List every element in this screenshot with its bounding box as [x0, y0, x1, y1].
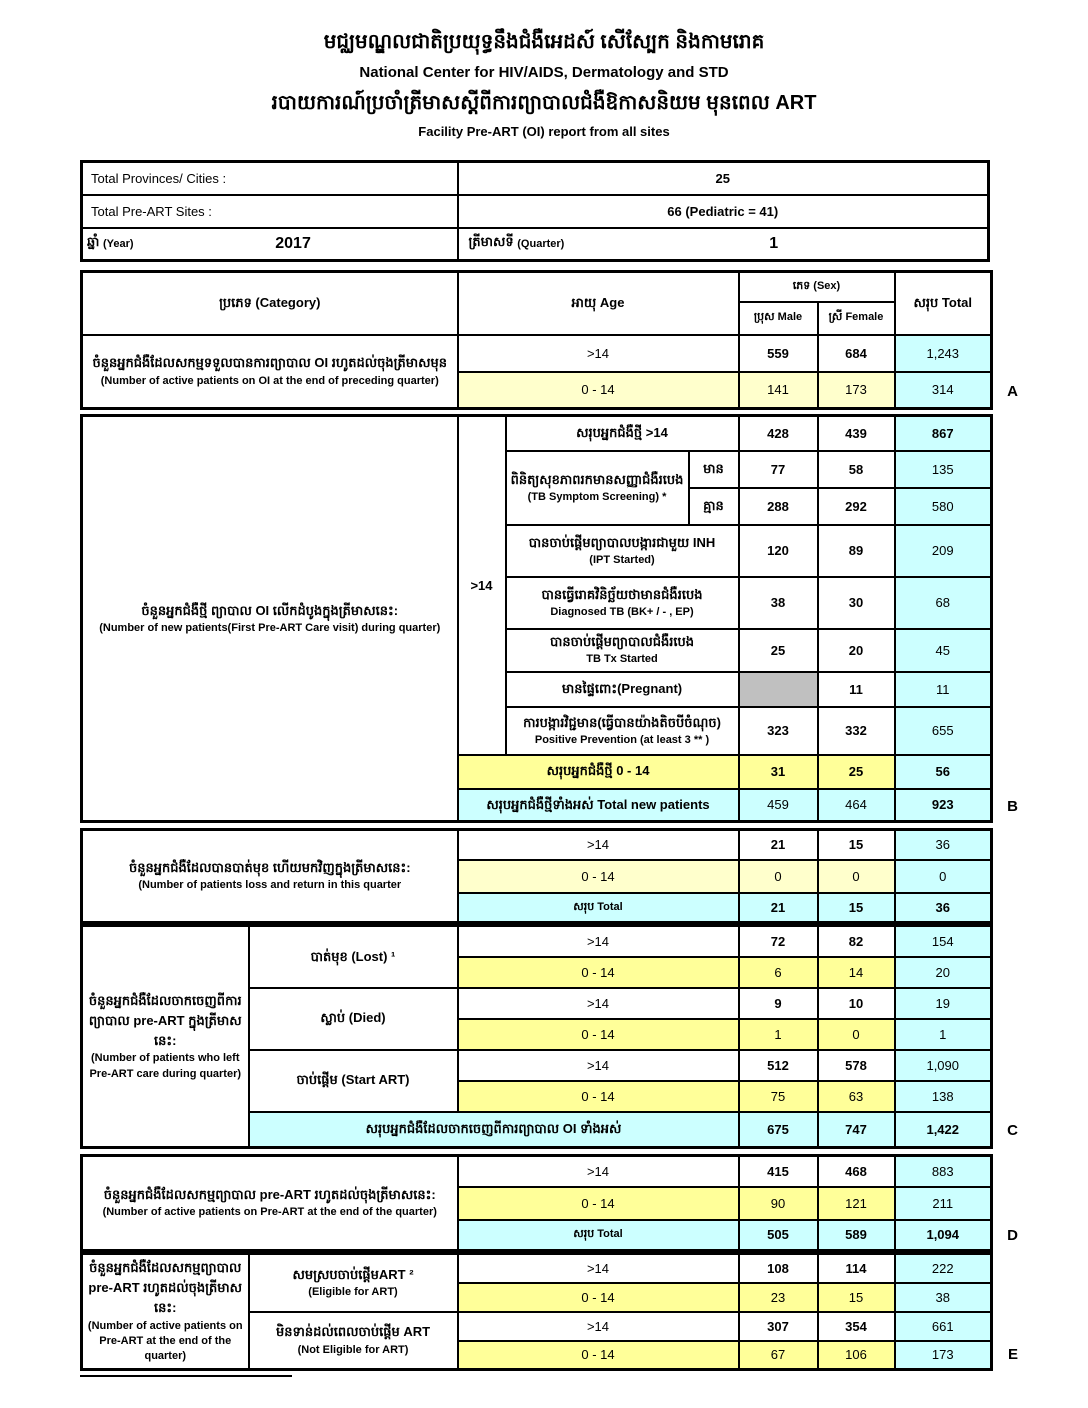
male-value: 90 [739, 1187, 818, 1220]
row-label: បានធ្វើរោគវិនិច្ឆ័យថាមានជំងឺរបេង Diagnosed TB (BK+ / - , EP) [506, 577, 739, 629]
female-value: 439 [818, 416, 895, 451]
year-label-khmer: ឆ្នាំ [87, 234, 100, 250]
row-label: សរុបអ្នកជំងឺថ្មី >14 [506, 416, 739, 451]
summary-info-table [80, 160, 990, 262]
male-value: 67 [739, 1341, 818, 1370]
report-title-english: Facility Pre-ART (OI) report from all sites [418, 124, 670, 139]
row-label: បានចាប់ផ្ដើមព្យាបាលបង្ការជាមួយ INH (IPT Started) [506, 525, 739, 577]
age-label: >14 [458, 1254, 739, 1283]
sites-row [82, 195, 989, 228]
male-value: 323 [739, 707, 818, 755]
sex-column-header: ភេទ (Sex) [739, 272, 895, 302]
section-marker-d: D [1007, 1227, 1018, 1244]
eligibility-table [80, 1252, 993, 1371]
eligible-label: សមស្របចាប់ផ្ដើមART ² (Eligible for ART) [249, 1254, 458, 1312]
female-value: 0 [818, 860, 895, 893]
female-value: 468 [818, 1156, 895, 1187]
loss-return-table [80, 828, 993, 924]
female-value: 14 [818, 957, 895, 988]
age-column-header: អាយុ Age [458, 272, 739, 335]
total-value: 135 [895, 451, 992, 488]
male-value: 459 [739, 789, 818, 822]
age-label: 0 - 14 [458, 860, 739, 893]
quarter-value: 1 [769, 234, 779, 252]
total-value: 209 [895, 525, 992, 577]
age-label: 0 - 14 [458, 1283, 739, 1312]
female-value: 589 [818, 1220, 895, 1251]
row-label: ការបង្ការវិជ្ជមាន(ធ្វើបានយ៉ាងតិចបីចំណុច) Positive Prevention (at least 3 ** ) [506, 707, 739, 755]
female-value: 121 [818, 1187, 895, 1220]
male-value: 307 [739, 1312, 818, 1341]
report-header [0, 0, 1088, 160]
tb-screening-label: ពិនិត្យសុខភាពរកមានសញ្ញាជំងឺរបេង (TB Symptom Screening) * [506, 451, 689, 525]
provinces-label: Total Provinces/ Cities : [82, 162, 458, 195]
sites-label: Total Pre-ART Sites : [82, 195, 458, 228]
age-label: 0 - 14 [458, 1081, 739, 1112]
left-care-table [80, 924, 993, 1149]
loss-return-over14-row [82, 830, 992, 860]
male-value: 108 [739, 1254, 818, 1283]
male-value: 31 [739, 755, 818, 789]
provinces-value: 25 [458, 162, 989, 195]
total-value: 211 [895, 1187, 992, 1220]
female-value: 25 [818, 755, 895, 789]
female-value: 89 [818, 525, 895, 577]
age-label: 0 - 14 [458, 372, 739, 409]
age-label: 0 - 14 [458, 1341, 739, 1370]
male-value: 1 [739, 1019, 818, 1050]
screening-no-label: គ្មាន [689, 488, 739, 525]
row-label: សរុប Total [458, 1220, 739, 1251]
total-value: 1,243 [895, 335, 992, 372]
sites-value: 66 (Pediatric = 41) [458, 195, 989, 228]
start-art-label: ចាប់ផ្ដើម (Start ART) [249, 1050, 458, 1112]
female-value: 10 [818, 988, 895, 1019]
male-column-header: ប្រុស Male [739, 302, 818, 335]
total-value: 36 [895, 830, 992, 860]
provinces-row [82, 162, 989, 195]
female-value: 63 [818, 1081, 895, 1112]
screening-yes-label: មាន [689, 451, 739, 488]
new-patients-category: ចំនួនអ្នកជំងឺថ្មី ព្យាបាល OI លើកដំបូងក្នុងត្រីមាសនេះ: (Number of new patients(First Pre-ART Care visit) during quarter) [82, 416, 458, 822]
male-value: 6 [739, 957, 818, 988]
total-value: 655 [895, 707, 992, 755]
total-value: 1,422 [895, 1112, 992, 1148]
female-column-header: ស្រី Female [818, 302, 895, 335]
male-value: 75 [739, 1081, 818, 1112]
row-label: បានចាប់ផ្ដើមព្យាបាលជំងឺរបេង TB Tx Started [506, 629, 739, 672]
section-marker-b: B [1007, 798, 1018, 815]
total-value: 138 [895, 1081, 992, 1112]
total-value: 1,090 [895, 1050, 992, 1081]
section-marker-c: C [1007, 1122, 1018, 1139]
total-value: 56 [895, 755, 992, 789]
quarter-cell [458, 228, 989, 261]
total-value: 867 [895, 416, 992, 451]
female-value: 114 [818, 1254, 895, 1283]
lost-over14-row [82, 926, 992, 957]
left-care-category: ចំនួនអ្នកជំងឺដែលចាកចេញពីការ ព្យាបាល pre-ART ក្នុងត្រីមាសនេះ: (Number of patients who left Pre-ART care during quarter) [82, 926, 249, 1148]
new-patients-table [80, 414, 993, 823]
male-value: 0 [739, 860, 818, 893]
age-label: >14 [458, 830, 739, 860]
total-value: 580 [895, 488, 992, 525]
total-value: 173 [895, 1341, 992, 1370]
column-header-row [82, 272, 992, 302]
age-label: 0 - 14 [458, 1019, 739, 1050]
male-value: 120 [739, 525, 818, 577]
male-value: 512 [739, 1050, 818, 1081]
age-group-label: >14 [458, 416, 506, 755]
female-value: 332 [818, 707, 895, 755]
female-value: 11 [818, 672, 895, 707]
total-value: 222 [895, 1254, 992, 1283]
female-value: 684 [818, 335, 895, 372]
active-preart-table [80, 1154, 993, 1252]
male-value: 72 [739, 926, 818, 957]
lost-label: បាត់មុខ (Lost) ¹ [249, 926, 458, 988]
footnote-rule [80, 1375, 292, 1377]
male-value: 23 [739, 1283, 818, 1312]
section-marker-a: A [1007, 383, 1018, 400]
total-value: 19 [895, 988, 992, 1019]
female-value: 15 [818, 1283, 895, 1312]
active-oi-over14-row [82, 335, 992, 372]
died-label: ស្លាប់ (Died) [249, 988, 458, 1050]
active-over14-row [82, 1156, 992, 1187]
female-value: 0 [818, 1019, 895, 1050]
total-column-header: សរុប Total [895, 272, 992, 335]
total-value: 36 [895, 893, 992, 923]
male-value: 505 [739, 1220, 818, 1251]
female-value: 15 [818, 830, 895, 860]
female-value: 106 [818, 1341, 895, 1370]
row-label: សរុបអ្នកជំងឺដែលចាកចេញពីការព្យាបាល OI ទាំងអស់ [249, 1112, 739, 1148]
total-value: 314 [895, 372, 992, 409]
section-a-category: ចំនួនអ្នកជំងឺដែលសកម្មទទួលបានការព្យាបាល OI រហូតដល់ចុងត្រីមាសមុន (Number of active patients on OI at the end of preceding quarter) [82, 335, 458, 409]
male-value: 415 [739, 1156, 818, 1187]
male-value: 77 [739, 451, 818, 488]
year-cell [82, 228, 458, 261]
male-value: 141 [739, 372, 818, 409]
male-value: 21 [739, 893, 818, 923]
total-value: 38 [895, 1283, 992, 1312]
eligible-over14-row [82, 1254, 992, 1283]
period-row [82, 228, 989, 261]
row-label: សរុបអ្នកជំងឺថ្មីទាំងអស់ Total new patients [458, 789, 739, 822]
female-value: 464 [818, 789, 895, 822]
active-category: ចំនួនអ្នកជំងឺដែលសកម្មព្យាបាល pre-ART រហូតដល់ចុងត្រីមាសនេះ: (Number of active patients on Pre-ART at the end of the quarter) [82, 1156, 458, 1251]
section-a-table [80, 270, 993, 410]
male-value-blocked [739, 672, 818, 707]
age-label: 0 - 14 [458, 957, 739, 988]
year-label-english: (Year) [103, 237, 134, 250]
female-value: 292 [818, 488, 895, 525]
age-label: >14 [458, 926, 739, 957]
male-value: 675 [739, 1112, 818, 1148]
org-name-english: National Center for HIV/AIDS, Dermatology and STD [359, 64, 729, 81]
section-marker-e: E [1007, 1346, 1018, 1363]
row-label: សរុប Total [458, 893, 739, 923]
total-value: 68 [895, 577, 992, 629]
female-value: 173 [818, 372, 895, 409]
loss-return-category: ចំនួនអ្នកជំងឺដែលបានបាត់មុខ ហើយមកវិញក្នុងត្រីមាសនេះ: (Number of patients loss and return in this quarter [82, 830, 458, 923]
male-value: 38 [739, 577, 818, 629]
female-value: 30 [818, 577, 895, 629]
total-value: 1 [895, 1019, 992, 1050]
male-value: 9 [739, 988, 818, 1019]
org-name-khmer: មជ្ឈមណ្ឌលជាតិប្រយុទ្ធនឹងជំងឺអេដស៍ សើស្បែក និងកាមរោគ [323, 31, 765, 53]
row-label: មានផ្ទៃពោះ(Pregnant) [506, 672, 739, 707]
quarter-label-khmer: ត្រីមាសទី [468, 234, 514, 250]
not-eligible-label: មិនទាន់ដល់ពេលចាប់ផ្ដើម ART (Not Eligible for ART) [249, 1312, 458, 1370]
female-value: 58 [818, 451, 895, 488]
age-label: >14 [458, 988, 739, 1019]
row-label: សរុបអ្នកជំងឺថ្មី 0 - 14 [458, 755, 739, 789]
total-value: 923 [895, 789, 992, 822]
total-value: 0 [895, 860, 992, 893]
total-value: 1,094 [895, 1220, 992, 1251]
age-label: >14 [458, 1156, 739, 1187]
total-value: 883 [895, 1156, 992, 1187]
total-value: 154 [895, 926, 992, 957]
eligibility-category: ចំនួនអ្នកជំងឺដែលសកម្មព្យាបាល pre-ART រហូតដល់ចុងត្រីមាសនេះ: (Number of active patients on Pre-ART at the end of the quarter) [82, 1254, 249, 1370]
new-total-over14-row [82, 416, 992, 451]
female-value: 82 [818, 926, 895, 957]
male-value: 288 [739, 488, 818, 525]
male-value: 21 [739, 830, 818, 860]
male-value: 428 [739, 416, 818, 451]
age-label: >14 [458, 1050, 739, 1081]
female-value: 747 [818, 1112, 895, 1148]
report-title-khmer: របាយការណ៍ប្រចាំត្រីមាសស្ដីពីការព្យាបាលជំងឺឱកាសនិយម មុនពេល ART [271, 92, 817, 114]
age-label: >14 [458, 335, 739, 372]
total-value: 661 [895, 1312, 992, 1341]
male-value: 25 [739, 629, 818, 672]
total-value: 11 [895, 672, 992, 707]
female-value: 354 [818, 1312, 895, 1341]
category-column-header: ប្រភេទ (Category) [82, 272, 458, 335]
total-value: 20 [895, 957, 992, 988]
female-value: 20 [818, 629, 895, 672]
age-label: 0 - 14 [458, 1187, 739, 1220]
female-value: 578 [818, 1050, 895, 1081]
female-value: 15 [818, 893, 895, 923]
quarter-label-english: (Quarter) [517, 237, 565, 250]
year-value: 2017 [275, 234, 311, 252]
male-value: 559 [739, 335, 818, 372]
age-label: >14 [458, 1312, 739, 1341]
total-value: 45 [895, 629, 992, 672]
